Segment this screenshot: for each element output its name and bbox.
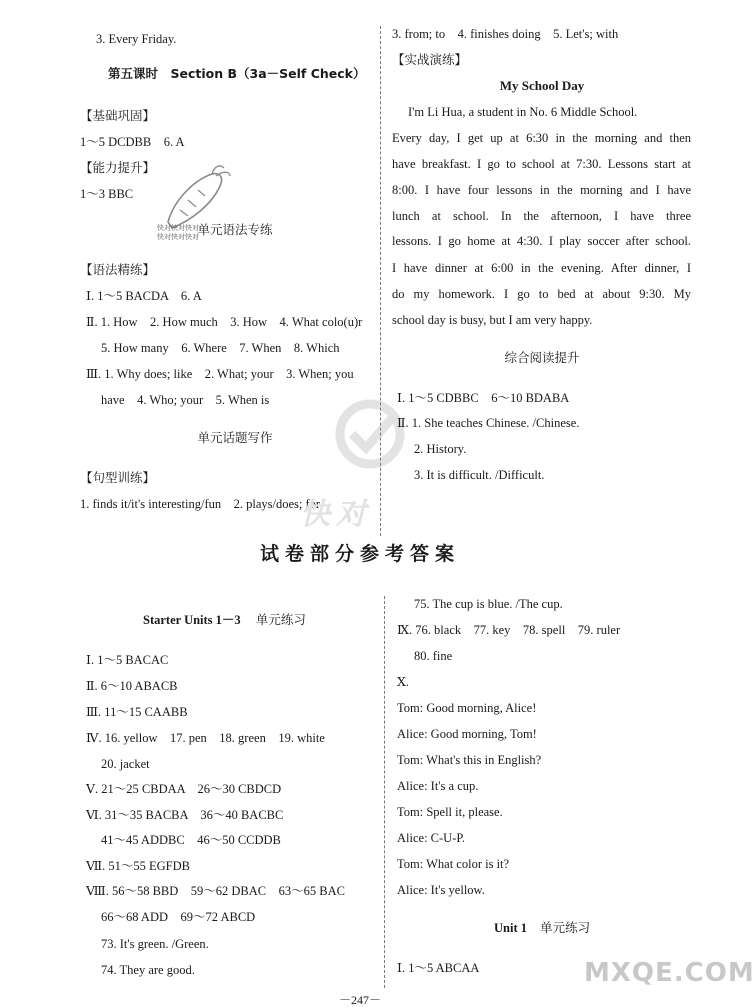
starter-line-2: Ⅱ. 6～10 ABACB: [86, 679, 178, 693]
page-number: －247－: [338, 993, 381, 1007]
starter-heading-en: Starter Units 1－3: [143, 613, 241, 627]
unit1-heading: [494, 920, 590, 936]
ability-answers: 1～3 BBC: [80, 187, 134, 201]
starter-line-11: 66～68 ADD 69～72 ABCD: [101, 910, 256, 924]
dialogue-line-2: Alice: Good morning, Tom!: [397, 727, 537, 741]
starter-line-13: 74. They are good.: [101, 963, 195, 977]
grammar-line-2: Ⅱ. 1. How 2. How much 3. How 4. What colo(u)r: [86, 315, 363, 329]
grammar-line-1: Ⅰ. 1～5 BACDA 6. A: [86, 289, 202, 303]
essay-line-9: school day is busy, but I am very happy.: [392, 313, 593, 327]
dialogue-line-3: Tom: What's this in English?: [397, 753, 542, 767]
grammar-label: 【语法精练】: [80, 262, 156, 277]
reading-line-1: Ⅰ. 1～5 CDBBC 6～10 BDABA: [397, 391, 570, 405]
dialogue-line-6: Alice: C-U-P.: [397, 831, 466, 845]
essay-line-5: lunch at school. In the afternoon, I have three: [392, 209, 691, 223]
right-bottom-line-2: Ⅸ. 76. black 77. key 78. spell 79. ruler: [397, 623, 621, 637]
dialogue-line-1: Tom: Good morning, Alice!: [397, 701, 537, 715]
essay-line-6: lessons. I go home at 4:30. I play soccer after school.: [392, 234, 691, 248]
lesson-heading: 第五课时 Section B（3a－Self Check）: [108, 66, 366, 81]
essay-line-4: 8:00. I have four lessons in the morning and I have: [392, 183, 691, 197]
practice-label: 【实战演练】: [392, 52, 468, 67]
starter-line-10: Ⅷ. 56～58 BBD 59～62 DBAC 63～65 BAC: [86, 884, 345, 898]
column-divider-bottom: [384, 596, 385, 988]
sentence-answers: 1. finds it/it's interesting/fun 2. plays/does; for: [80, 497, 321, 511]
starter-heading-cn: 单元练习: [255, 612, 306, 627]
reading-heading: 综合阅读提升: [504, 350, 580, 365]
dialogue-line-8: Alice: It's yellow.: [397, 883, 485, 897]
basic-label: 【基础巩固】: [80, 108, 156, 123]
starter-line-3: Ⅲ. 11～15 CAABB: [86, 705, 188, 719]
reading-line-3: 2. History.: [414, 442, 467, 456]
essay-title: My School Day: [499, 78, 585, 93]
logo-watermark: [326, 396, 416, 476]
starter-line-4: Ⅳ. 16. yellow 17. pen 18. green 19. white: [86, 731, 325, 745]
sticker-text-2: 快对快对快对: [157, 233, 199, 241]
dialogue-line-7: Tom: What color is it?: [397, 857, 510, 871]
reading-line-2: Ⅱ. 1. She teaches Chinese. /Chinese.: [397, 416, 580, 430]
essay-line-3: have breakfast. I go to school at 7:30. Lessons start at: [392, 157, 691, 171]
essay-line-1: I'm Li Hua, a student in No. 6 Middle School.: [408, 105, 638, 119]
dialogue-line-4: Alice: It's a cup.: [397, 779, 479, 793]
starter-line-12: 73. It's green. /Green.: [101, 937, 209, 951]
essay-line-7: I have dinner at 6:00 in the evening. After dinner, I: [392, 261, 691, 275]
grammar-line-3: 5. How many 6. Where 7. When 8. Which: [101, 341, 340, 355]
starter-line-6: Ⅴ. 21～25 CBDAA 26～30 CBDCD: [86, 782, 282, 796]
unit1-line-1: Ⅰ. 1～5 ABCAA: [397, 961, 480, 975]
ability-label: 【能力提升】: [80, 160, 156, 175]
corner-watermark-text: MXQE.COM: [584, 958, 755, 988]
starter-line-5: 20. jacket: [101, 757, 150, 771]
essay-line-2: Every day, I get up at 6:30 in the morning and then: [392, 131, 691, 145]
unit1-heading-en: Unit 1: [494, 921, 527, 935]
sentence-label: 【句型训练】: [80, 470, 156, 485]
check-logo-icon: [326, 396, 416, 476]
right-bottom-line-3: 80. fine: [414, 649, 453, 663]
column-divider-top: [380, 26, 381, 536]
prev-answer-line-right: 3. from; to 4. finishes doing 5. Let's; with: [392, 27, 619, 41]
essay-line-8: do my homework. I go to bed at about 9:30. My: [392, 287, 691, 301]
reading-line-4: 3. It is difficult. /Difficult.: [414, 468, 545, 482]
center-watermark-text: 快对: [300, 497, 372, 532]
writing-unit-heading: 单元话题写作: [197, 430, 273, 445]
basic-answers: 1～5 DCDBB 6. A: [80, 135, 185, 149]
right-bottom-line-4: Ⅹ.: [397, 675, 410, 689]
starter-line-7: Ⅵ. 31～35 BACBA 36～40 BACBC: [86, 808, 284, 822]
sticker-text-1: 快对快对快对: [157, 224, 199, 232]
section-title: 试卷部分参考答案: [259, 543, 460, 565]
prev-answer-line: 3. Every Friday.: [96, 32, 177, 46]
starter-line-1: Ⅰ. 1～5 BACAC: [86, 653, 169, 667]
starter-heading: [143, 612, 306, 628]
starter-line-8: 41～45 ADDBC 46～50 CCDDB: [101, 833, 281, 847]
starter-line-9: Ⅶ. 51～55 EGFDB: [86, 859, 190, 873]
right-bottom-line-1: 75. The cup is blue. /The cup.: [414, 597, 563, 611]
grammar-unit-heading: 单元语法专练: [197, 222, 273, 237]
dialogue-line-5: Tom: Spell it, please.: [397, 805, 503, 819]
unit1-heading-cn: 单元练习: [540, 920, 591, 935]
grammar-line-5: have 4. Who; your 5. When is: [101, 393, 270, 407]
grammar-line-4: Ⅲ. 1. Why does; like 2. What; your 3. When; you: [86, 367, 354, 381]
